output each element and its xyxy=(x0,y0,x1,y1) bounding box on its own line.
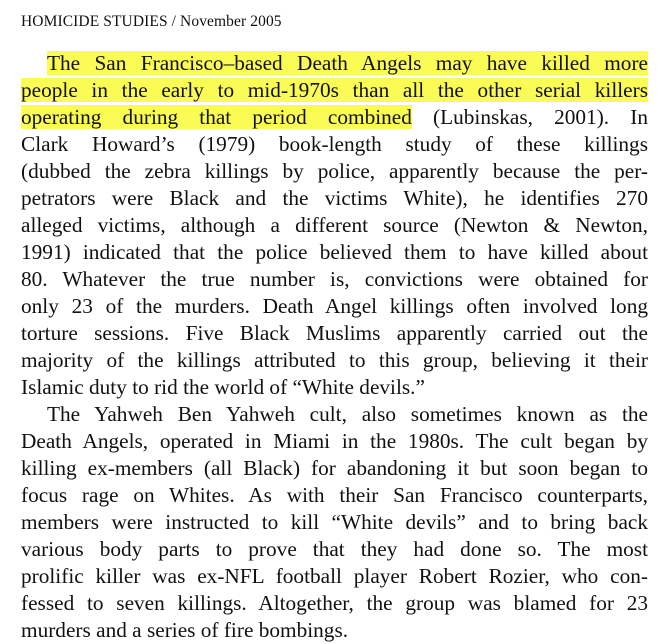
running-head: HOMICIDE STUDIES / November 2005 xyxy=(21,13,282,30)
text-line xyxy=(21,50,648,77)
body-text xyxy=(21,50,648,644)
text-line xyxy=(21,104,648,131)
text-line: majority of the killings attributed to this group, believing it their xyxy=(21,348,648,372)
paragraph-death-angels-san-francisco xyxy=(21,50,648,401)
text-line: alleged victims, although a different source (Newton & Newton, xyxy=(21,213,648,237)
text-line: only 23 of the murders. Death Angel killings often involved long xyxy=(21,294,648,318)
citation-text: (Lubinskas, 2001). In xyxy=(411,105,649,129)
highlighted-text: The San Francisco–based Death Angels may have killed more xyxy=(47,51,648,75)
text-line: Clark Howard’s (1979) book-length study of these killings xyxy=(21,132,648,156)
text-line: petrators were Black and the victims White), he identifies 270 xyxy=(21,186,648,210)
text-line: various body parts to prove that they had done so. The most xyxy=(21,537,648,561)
text-line: Islamic duty to rid the world of “White devils.” xyxy=(21,375,425,399)
text-line: (dubbed the zebra killings by police, apparently because the per- xyxy=(21,159,648,183)
text-line: murders and a series of fire bombings. xyxy=(21,618,349,642)
highlighted-text: operating during that period combined xyxy=(21,105,412,129)
text-line: 80. Whatever the true number is, convictions were obtained for xyxy=(21,267,648,291)
text-line: members were instructed to kill “White devils” and to bring back xyxy=(21,510,648,534)
text-line: focus rage on Whites. As with their San Francisco counterparts, xyxy=(21,483,648,507)
highlighted-text: people in the early to mid-1970s than all the other serial killers xyxy=(21,78,648,102)
text-line: The Yahweh Ben Yahweh cult, also sometimes known as the xyxy=(47,402,648,426)
text-line: fessed to seven killings. Altogether, the group was blamed for 23 xyxy=(21,591,648,615)
text-line: 1991) indicated that the police believed them to have killed about xyxy=(21,240,648,264)
text-line: prolific killer was ex-NFL football player Robert Rozier, who con- xyxy=(21,564,648,588)
text-line: killing ex-members (all Black) for abandoning it but soon began to xyxy=(21,456,648,480)
paragraph-yahweh-cult xyxy=(21,401,648,644)
text-line: Death Angels, operated in Miami in the 1980s. The cult began by xyxy=(21,429,648,453)
text-line xyxy=(21,77,648,104)
text-line: torture sessions. Five Black Muslims apparently carried out the xyxy=(21,321,648,345)
